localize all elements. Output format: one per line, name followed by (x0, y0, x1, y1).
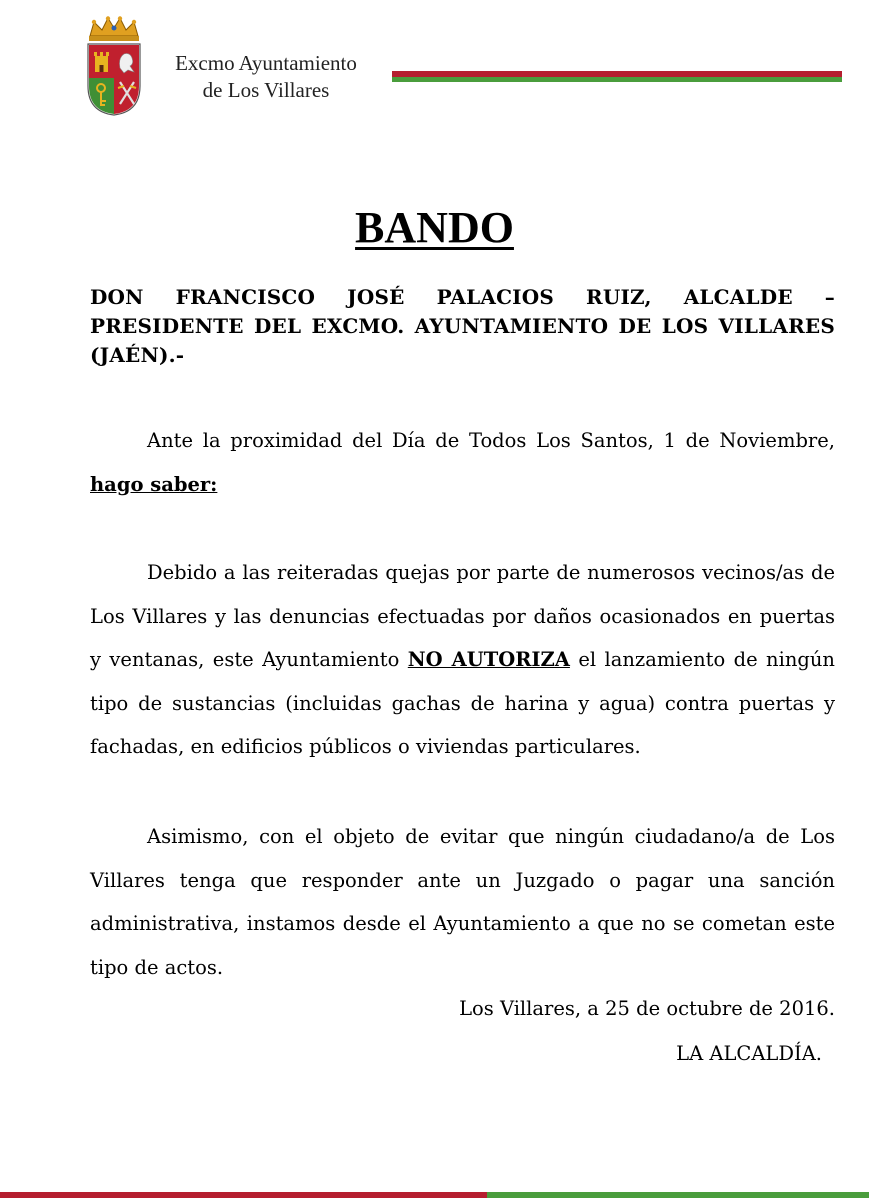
footer-stripe-green (487, 1192, 869, 1198)
header-stripes (392, 71, 842, 82)
coat-of-arms-icon (84, 16, 144, 116)
paragraph-prohibition-after: el lanzamiento de ningún tipo de sustancias (incluidas gachas de harina y agua) contra puertas y fachadas, en edificios públicos o viviendas particulares. (90, 648, 835, 758)
paragraph-prohibition (90, 551, 835, 769)
header-stripe-green (392, 77, 842, 82)
paragraph-advice: Asimismo, con el objeto de evitar que ningún ciudadano/a de Los Villares tenga que responder ante un Juzgado o pagar una sanción administrativa, instamos desde el Ayuntamiento a que no se cometan este tipo de actos. (90, 825, 835, 979)
intro-emphasis: hago saber: (90, 472, 218, 496)
paragraph-prohibition-before: Debido a las reiteradas quejas por parte de numerosos vecinos/as de Los Villares y las denuncias efectuadas por daños ocasionados en puertas y ventanas, este Ayuntamiento (90, 561, 835, 671)
paragraph-prohibition-emphasis: NO AUTORIZA (407, 648, 570, 671)
organization-name (156, 50, 376, 104)
document-heading: DON FRANCISCO JOSÉ PALACIOS RUIZ, ALCALDE – PRESIDENTE DEL EXCMO. AYUNTAMIENTO DE LOS VILLARES (JAÉN).- (90, 285, 835, 367)
letterhead (84, 16, 844, 120)
org-name-line-1: Excmo Ayuntamiento (175, 51, 357, 75)
footer-stripe (0, 1192, 869, 1198)
intro-paragraph (90, 419, 835, 506)
footer-stripe-red (0, 1192, 487, 1198)
signature-date: Los Villares, a 25 de octubre de 2016. (459, 997, 835, 1020)
org-name-line-2: de Los Villares (202, 78, 330, 102)
signature-name: LA ALCALDÍA. (676, 1042, 822, 1065)
intro-text: Ante la proximidad del Día de Todos Los Santos, 1 de Noviembre, (147, 429, 835, 452)
document-title: BANDO (355, 203, 514, 252)
